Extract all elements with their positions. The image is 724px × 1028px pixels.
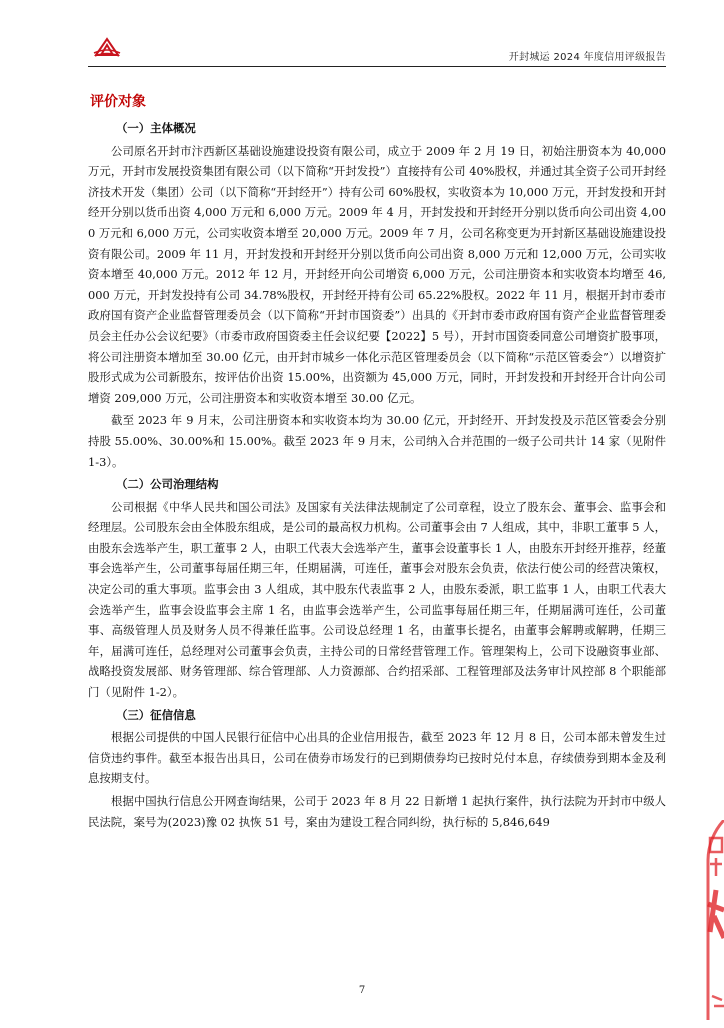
section-governance [88,474,666,703]
subsection-heading: （二）公司治理结构 [116,477,219,492]
report-header-title: 开封城运 2024 年度信用评级报告 [508,52,666,63]
section-entity-overview [88,118,666,472]
section-credit-info [88,705,666,833]
body-paragraph: 截至 2023 年 9 月末，公司注册资本和实收资本均为 30.00 亿元，开封经开、开封发投及示范区管委会分别持股 55.00%、30.00%和 15.00%。截至 2023 年 9 月末，公司纳入合并范围的一级子公司共计 14 家（见附件 1-3）。 [88,413,666,469]
body-paragraph: 根据中国执行信息公开网查询结果，公司于 2023 年 8 月 22 日新增 1 起执行案件，执行法院为开封市中级人民法院，案号为(2023)豫 02 执恢 51 号，案由为建设工程合同纠纷，执行标的 5,846,649 [88,794,666,829]
body-paragraph: 公司根据《中华人民共和国公司法》及国家有关法律法规制定了公司章程，设立了股东会、董事会、监事会和经理层。公司股东会由全体股东组成，是公司的最高权力机构。公司董事会由 7 人组成，其中，非职工董事 5 人，由股东会选举产生，职工董事 2 人，由职工代表大会选举产生，董事会设董事长 1 人，由股东开封经开推荐，经董事会选举产生，公司董事每届任期三年，任期届满，可连任，董事会对股东会负责，依法行使公司的经营决策权，决定公司的重大事项。监事会由 3 人组成，其中股东代表监事 2 人，由股东委派，职工监事 1 人，由职工代表大会选举产生，监事会设监事会主席 1 名，由监事会选举产生，公司监事每届任期三年，任期届满可连任，公司董事、高级管理人员及财务人员不得兼任监事。公司设总经理 1 名，由董事长提名，由董事会解聘或解聘，任期三年，届满可连任，总经理对公司董事会负责，主持公司的日常经营管理工作。管理架构上，公司下设融资事业部、战略投资发展部、财务管理部、综合管理部、人力资源部、合约招采部、工程管理部及法务审计风控部 8 个职能部门（见附件 1-2）。 [88,499,666,700]
company-logo-icon [93,36,121,58]
body-paragraph: 根据公司提供的中国人民银行征信中心出具的企业信用报告，截至 2023 年 12 月 8 日，公司本部未曾发生过信贷违约事件。截至本报告出具日，公司在债券市场发行的已到期债券均已按时兑付本息，存续债券到期本金及利息按期支付。 [88,730,666,786]
page-header [88,36,666,67]
section-title: 评价对象 [90,94,146,110]
report-body [88,118,666,834]
body-paragraph: 公司原名开封市汴西新区基础设施建设投资有限公司，成立于 2009 年 2 月 19 日，初始注册资本为 40,000 万元，开封市发展投资集团有限公司（以下简称“开封发投”）直接持有公司 40%股权，并通过其全资子公司开封经济技术开发（集团）公司（以下简称“开封经开”）持有公司 60%股权，实收资本为 10,000 万元，开封发投和开封经开分别以货币出资 4,000 万元和 6,000 万元。2009 年 4 月，开封发投和开封经开分别以货币向公司出资 4,000 万元和 6,000 万元，公司实收资本增至 20,000 万元。2009 年 7 月，公司名称变更为开封新区基础设施建设投资有限公司。2009 年 11 月，开封发投和开封经开分别以货币向公司出资 8,000 万元和 12,000 万元，公司实收资本增至 40,000 万元。2012 年 12 月，开封经开向公司增资 6,000 万元，公司注册资本和实收资本均增至 46,000 万元，开封发投持有公司 34.78%股权，开封经开持有公司 65.22%股权。2022 年 11 月，根据开封市委市政府国有资产企业监督管理委员会（以下简称“开封市国资委”）出具的《开封市委市政府国有资产企业监督管理委员会主任办公会议纪要》（市委市政府国资委主任会议纪要【2022】5 号），开封市国资委同意公司增资扩股事项，将公司注册资本增加至 30.00 亿元，由开封市城乡一体化示范区管理委员会（以下简称“示范区管委会”）以增资扩股形式成为公司新股东，按评估价出资 15.00%，出资额为 45,000 万元，同时，开封发投和开封经开合计向公司增资 209,000 万元，公司注册资本和实收资本增至 30.00 亿元。 [88,143,666,405]
subsection-heading: （一）主体概况 [116,121,196,135]
page-number: 7 [358,985,366,996]
subsection-heading: （三）征信信息 [116,707,196,722]
red-seal-stamp [702,820,724,1024]
